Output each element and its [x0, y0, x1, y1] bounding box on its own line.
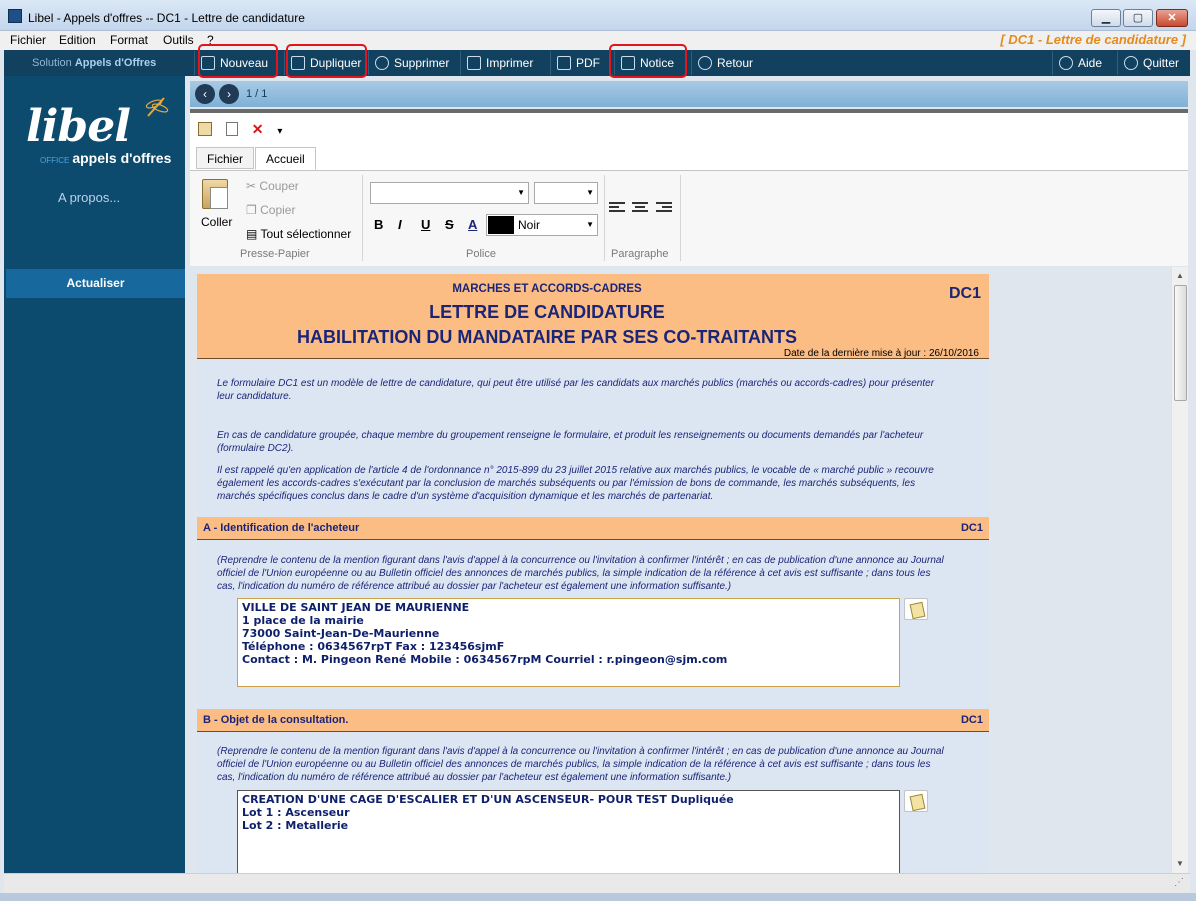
edit-note-icon[interactable]	[904, 790, 928, 812]
bold-button[interactable]: B	[374, 217, 384, 232]
title-bar	[0, 0, 1196, 31]
group-divider	[362, 175, 363, 261]
group-label-presse-papier: Presse-Papier	[240, 248, 310, 260]
copy-icon: ❐	[246, 203, 257, 217]
section-a-code: DC1	[960, 522, 983, 534]
prev-record-button[interactable]: ‹	[195, 84, 215, 104]
apropos-link[interactable]: A propos...	[58, 190, 121, 205]
acheteur-line: 1 place de la mairie	[242, 614, 364, 627]
objet-line: CREATION D'UNE CAGE D'ESCALIER ET D'UN ASCENSEUR- POUR TEST Dupliquée	[242, 793, 734, 806]
delete-icon	[375, 56, 389, 70]
menu-bar	[0, 31, 1196, 50]
tab-fichier[interactable]: Fichier	[196, 147, 254, 169]
font-color-button[interactable]: A	[468, 217, 478, 232]
supprimer-label: Supprimer	[394, 56, 450, 70]
select-all-label: Tout sélectionner	[260, 227, 352, 241]
underline-button[interactable]: U	[421, 217, 431, 232]
copy-small-icon[interactable]	[226, 122, 238, 136]
quitter-label: Quitter	[1143, 56, 1180, 70]
color-swatch	[488, 216, 514, 234]
objet-line: Lot 1 : Ascenseur	[242, 806, 350, 819]
libel-logo: libel	[26, 101, 130, 152]
group-label-paragraphe: Paragraphe	[611, 248, 669, 260]
intro-paragraph-2: En cas de candidature groupée, chaque membre du groupement renseigne le formulaire, et produit les renseignements ou documents demandés par l'acheteur (formulaire DC2).	[217, 430, 924, 454]
resize-grip-icon[interactable]: ⋰	[1174, 877, 1184, 888]
select-all-button[interactable]	[246, 227, 351, 241]
solution-prefix: Solution	[32, 57, 72, 69]
nouveau-label: Nouveau	[220, 56, 269, 70]
dupliquer-label: Dupliquer	[310, 56, 362, 70]
form-code: DC1	[948, 285, 981, 302]
acheteur-line: 73000 Saint-Jean-De-Maurienne	[242, 627, 440, 640]
section-a-title: A - Identification de l'acheteur	[203, 522, 360, 534]
retour-label: Retour	[717, 56, 754, 70]
document-header	[197, 274, 989, 359]
solution-label	[32, 57, 156, 69]
supprimer-button[interactable]	[368, 51, 458, 75]
menu-edition[interactable]: Edition	[59, 33, 96, 47]
align-center-button[interactable]	[632, 202, 648, 214]
acheteur-field[interactable]	[237, 598, 900, 687]
document-page	[197, 274, 989, 873]
intro-paragraph-1: Le formulaire DC1 est un modèle de lettre de candidature, qui peut être utilisé par les candidats aux marchés publics (marchés ou accords-cadres) pour présenter leur candidature.	[217, 378, 935, 402]
app-icon	[8, 9, 22, 23]
logo-subtitle	[40, 150, 171, 166]
highlight-dupliquer	[286, 44, 367, 78]
ribbon-accueil-panel	[190, 170, 1188, 266]
paste-button[interactable]: Coller	[201, 215, 233, 229]
tab-accueil[interactable]: Accueil	[255, 147, 316, 170]
retour-button[interactable]	[691, 51, 765, 75]
color-value: Noir	[518, 218, 541, 232]
scroll-down-icon[interactable]: ▼	[1176, 859, 1184, 868]
help-icon	[1059, 56, 1073, 70]
copy-label: Copier	[260, 203, 296, 217]
exit-icon	[1124, 56, 1138, 70]
next-record-button[interactable]: ›	[219, 84, 239, 104]
pdf-button[interactable]	[550, 51, 608, 75]
delete-small-icon[interactable]: ✕	[251, 121, 264, 137]
chevron-down-icon: ▼	[586, 188, 594, 197]
quick-access-toolbar	[198, 121, 292, 138]
group-divider	[680, 175, 681, 261]
maximize-button[interactable]: ▢	[1123, 9, 1153, 27]
logo-office: OFFICE	[40, 156, 70, 165]
ribbon	[190, 113, 1188, 266]
quitter-button[interactable]	[1117, 51, 1189, 75]
intro-paragraph-3: Il est rappelé qu'en application de l'article 4 de l'ordonnance n° 2015-899 du 23 juillet 2015 relative aux marchés publics, le vocable de « marché public » recouvre également les accords-cadres s'exécutant par la conclusion de marchés subséquents ou par l'émission de bons de commande, les marchés subséquents, les marchés spécifiques conclus dans le cadre d'un système d'acquisition dynamique et les marchés de partenariat.	[217, 465, 934, 502]
scroll-thumb[interactable]	[1174, 285, 1187, 401]
acheteur-line: Contact : M. Pingeon René Mobile : 0634567rpM Courriel : r.pingeon@sjm.com	[242, 653, 728, 666]
strikethrough-button[interactable]: S	[445, 217, 454, 232]
sidebar	[4, 76, 185, 873]
section-b-code: DC1	[960, 714, 983, 726]
paste-small-icon[interactable]	[198, 122, 212, 136]
document-viewport[interactable]	[190, 267, 1171, 873]
dragonfly-icon	[144, 94, 170, 120]
chevron-down-icon: ▼	[517, 188, 525, 197]
record-navigator	[190, 81, 1188, 107]
last-update-date: Date de la dernière mise à jour : 26/10/2016	[783, 348, 979, 359]
objet-field[interactable]	[237, 790, 900, 873]
logo-appels: appels d'offres	[72, 150, 172, 166]
taskbar-edge	[0, 893, 1196, 901]
status-bar	[4, 873, 1190, 893]
section-b-title: B - Objet de la consultation.	[203, 714, 349, 726]
header-line3: HABILITATION DU MANDATAIRE PAR SES CO-TRAITANTS	[297, 327, 797, 347]
qat-menu-icon[interactable]: ▾	[277, 126, 283, 137]
group-label-police: Police	[466, 248, 496, 260]
main-toolbar	[4, 50, 1190, 76]
printer-icon	[467, 56, 481, 70]
return-arrow-icon	[698, 56, 712, 70]
cut-button[interactable]	[246, 179, 299, 193]
aide-button[interactable]	[1052, 51, 1112, 75]
actualiser-button[interactable]: Actualiser	[6, 269, 185, 298]
section-a-header	[197, 517, 989, 540]
scissors-icon: ✂	[246, 179, 257, 193]
align-left-button[interactable]	[609, 202, 625, 214]
color-select[interactable]	[486, 214, 598, 236]
group-divider	[604, 175, 605, 261]
imprimer-label: Imprimer	[486, 56, 534, 70]
menu-format[interactable]: Format	[110, 33, 149, 47]
edit-note-icon[interactable]	[904, 598, 928, 620]
solution-name: Appels d'Offres	[74, 57, 157, 69]
close-button[interactable]: ✕	[1156, 9, 1188, 27]
menu-outils[interactable]: Outils	[163, 33, 194, 47]
chevron-down-icon: ▼	[586, 220, 594, 229]
menu-help[interactable]: ?	[207, 33, 214, 47]
window-title: Libel - Appels d'offres -- DC1 - Lettre de candidature	[28, 11, 305, 25]
section-b-note: (Reprendre le contenu de la mention figurant dans l'avis d'appel à la concurrence ou l'invitation à confirmer l'intérêt ; en cas de publication d'une annonce au Journal officiel de l'Union européenne ou au Bulletin officiel des annonces de marchés publics, la simple indication de la référence à cet avis est suffisante ; dans tous les cas, l'indication du numéro de référence attribué au dossier par l'acheteur est également une information suffisante.)	[217, 746, 944, 783]
copy-button[interactable]	[246, 203, 295, 217]
pdf-label: PDF	[576, 56, 600, 70]
font-family-select[interactable]	[370, 182, 529, 204]
acheteur-line: Téléphone : 0634567rpT Fax : 123456sjmF	[242, 640, 505, 653]
highlight-nouveau	[198, 44, 278, 78]
document-title: [ DC1 - Lettre de candidature ]	[1000, 32, 1186, 47]
vertical-scrollbar[interactable]	[1171, 267, 1188, 873]
header-line2: LETTRE DE CANDIDATURE	[429, 302, 665, 322]
minimize-button[interactable]: ▁	[1091, 9, 1121, 27]
highlight-notice	[609, 44, 687, 78]
section-a-note: (Reprendre le contenu de la mention figurant dans l'avis d'appel à la concurrence ou l'invitation à confirmer l'intérêt ; en cas de publication d'une annonce au Journal officiel de l'Union européenne ou au Bulletin officiel des annonces de marchés publics, la simple indication de la référence à cet avis est suffisante ; dans tous les cas, l'indication du numéro de référence attribué au dossier par l'acheteur est également une information suffisante.)	[217, 555, 944, 592]
objet-line: Lot 2 : Metallerie	[242, 819, 349, 832]
pdf-icon	[557, 56, 571, 70]
aide-label: Aide	[1078, 56, 1103, 70]
align-right-button[interactable]	[656, 202, 672, 214]
scroll-up-icon[interactable]: ▲	[1176, 271, 1184, 280]
cut-label: Couper	[259, 179, 299, 193]
acheteur-line: VILLE DE SAINT JEAN DE MAURIENNE	[242, 601, 470, 614]
record-count: 1 / 1	[246, 88, 268, 100]
select-all-icon: ▤	[246, 227, 258, 241]
italic-button[interactable]: I	[398, 217, 402, 232]
section-b-header	[197, 709, 989, 732]
imprimer-button[interactable]	[460, 51, 544, 75]
paste-icon[interactable]	[202, 179, 228, 209]
font-size-select[interactable]	[534, 182, 598, 204]
notice-label: Notice	[640, 56, 675, 70]
header-line1: MARCHES ET ACCORDS-CADRES	[452, 283, 642, 295]
menu-fichier[interactable]: Fichier	[10, 33, 47, 47]
